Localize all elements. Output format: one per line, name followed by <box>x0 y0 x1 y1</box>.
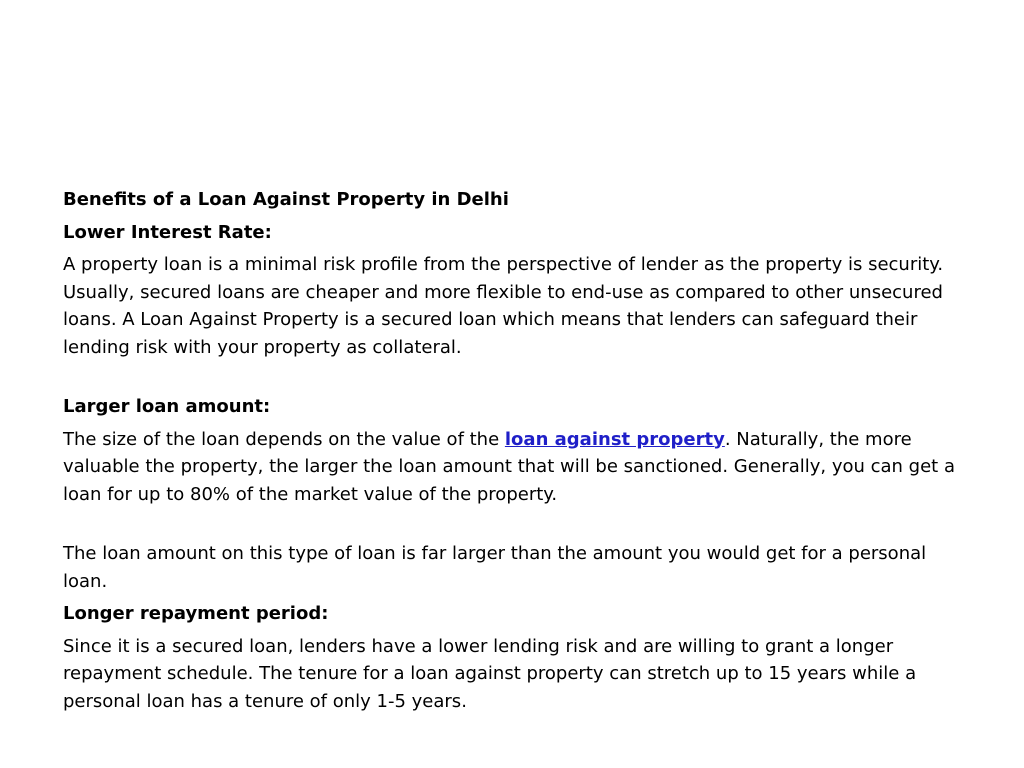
section-text-lower-interest-rate: A property loan is a minimal risk profile from the perspective of lender as the property is security. Usually, secured loans are cheaper and more flexible to end-use as compared to other unsecured loans. A Loan Against Property is a secured loan which means that lenders can safeguard their lending risk with your property as collateral. <box>63 254 944 358</box>
text-after-link: . Naturally, the more valuable the property, the larger the loan amount that will be sanctioned. Generally, you can get a loan for up to 80% of the market value of the property. <box>63 428 955 505</box>
document-title: Benefits of a Loan Against Property in Delhi <box>63 189 509 210</box>
section-heading-lower-interest-rate: Lower Interest Rate: <box>63 221 272 243</box>
loan-against-property-link[interactable]: loan against property <box>504 428 725 450</box>
text-before-link: The size of the loan depends on the value of the <box>63 428 505 450</box>
section-extra-text-larger-loan-amount: The loan amount on this type of loan is far larger than the amount you would get for a personal loan. <box>63 543 927 592</box>
section-text-larger-loan-amount <box>63 426 963 509</box>
section-text-longer-repayment-period: Since it is a secured loan, lenders have a lower lending risk and are willing to grant a longer repayment schedule. The tenure for a loan against property can stretch up to 15 years while a personal loan has a tenure of only 1-5 years. <box>63 635 917 712</box>
section-heading-larger-loan-amount: Larger loan amount: <box>63 396 271 417</box>
spacer <box>63 366 963 393</box>
document-body <box>63 186 963 720</box>
section-heading-longer-repayment-period: Longer repayment period: <box>63 603 329 624</box>
spacer <box>63 513 963 540</box>
